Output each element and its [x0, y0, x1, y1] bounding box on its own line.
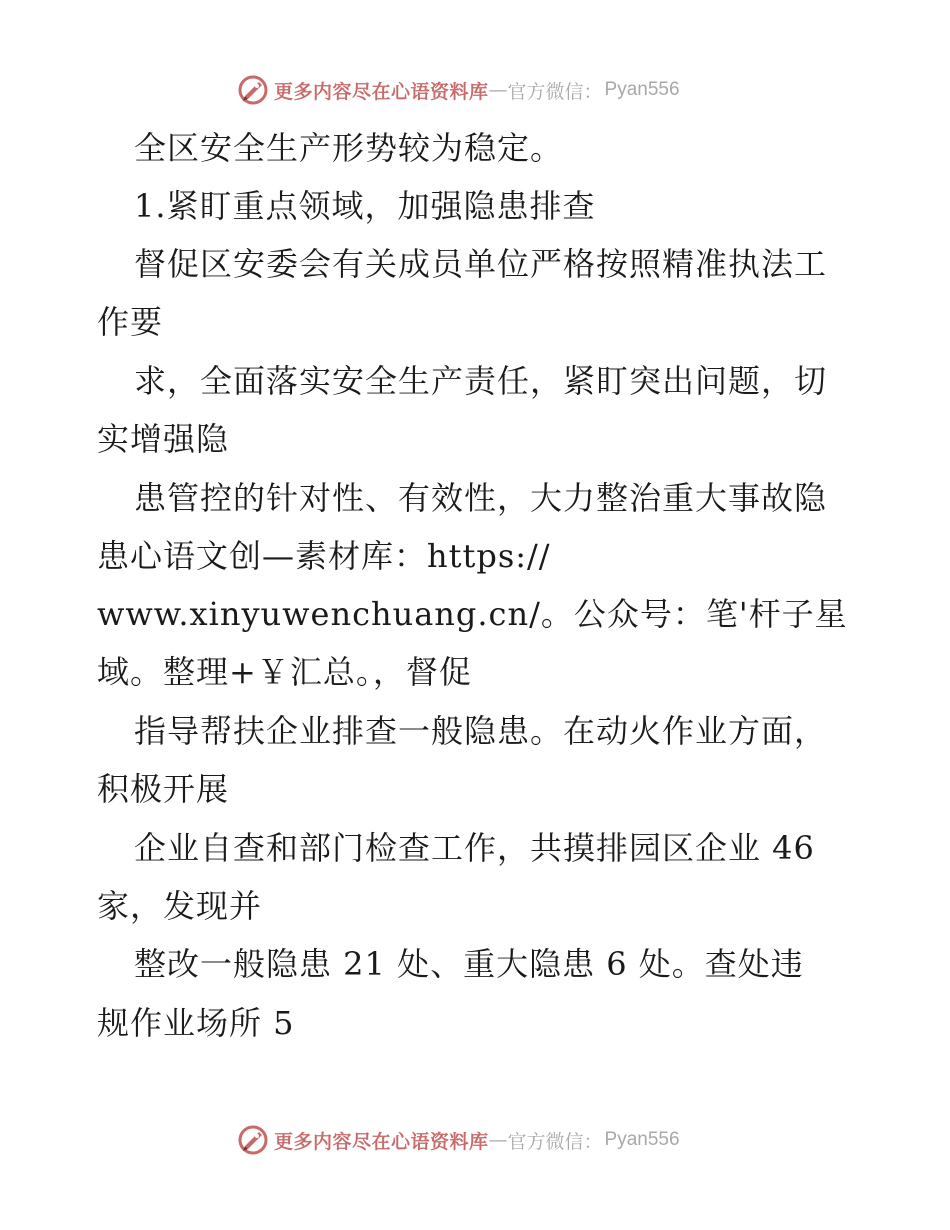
text-line: 督促区安委会有关成员单位严格按照精准执法工 [134, 245, 828, 283]
text-line: www.xinyuwenchuang.cn/。公众号：笔'杆子星 [97, 595, 848, 633]
text-line: 指导帮扶企业排查一般隐患。在动火作业方面， [134, 712, 828, 750]
text-line: 患心语文创—素材库：https:// [97, 537, 551, 575]
text-line: 整改一般隐患 21 处、重大隐患 6 处。查处违 [134, 945, 804, 983]
watermark-dash: — [488, 1129, 508, 1151]
text-line: 规作业场所 5 [97, 1004, 295, 1042]
watermark-wechat-label: 官方微信： [507, 80, 603, 103]
text-line: 域。整理+￥汇总。，督促 [97, 653, 472, 691]
footer-watermark [236, 1122, 680, 1158]
text-line: 1.紧盯重点领域，加强隐患排查 [134, 187, 596, 225]
text-line: 实增强隐 [97, 420, 230, 458]
text-line: 作要 [97, 303, 164, 341]
watermark-wechat-id: Pyan556 [604, 1129, 680, 1150]
text-line: 积极开展 [97, 770, 230, 808]
header-watermark [236, 72, 680, 108]
watermark-wechat-id: Pyan556 [604, 79, 680, 100]
brand-logo-icon [236, 1123, 270, 1157]
watermark-wechat-label: 官方微信： [507, 1130, 603, 1153]
brand-logo-icon [236, 73, 270, 107]
watermark-brand-text: 更多内容尽在心语资料库 [274, 1130, 489, 1153]
text-line: 全区安全生产形势较为稳定。 [134, 129, 564, 167]
watermark-brand-text: 更多内容尽在心语资料库 [274, 80, 489, 103]
text-line: 求，全面落实安全生产责任，紧盯突出问题，切 [134, 362, 828, 400]
text-line: 家，发现并 [97, 887, 263, 925]
watermark-dash: — [488, 79, 508, 101]
text-line: 患管控的针对性、有效性，大力整治重大事故隐 [134, 479, 828, 517]
text-line: 企业自查和部门检查工作，共摸排园区企业 46 [134, 829, 815, 867]
